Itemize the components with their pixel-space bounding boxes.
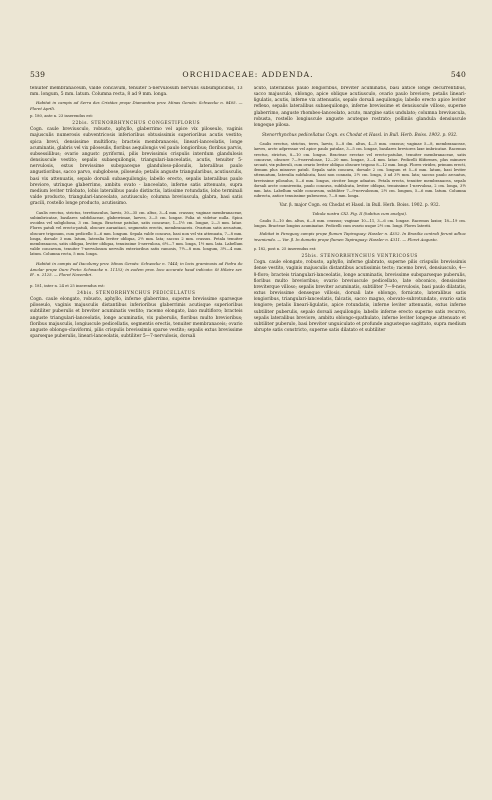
intro-text: tenuiter membranaceum, valde concavum, tenuiter 5-nervulosum nervulis subsimplicibus, 13 mm. longum, 5 mm. latum. Columna recta, 8 ad 9 mm. longa. xyxy=(30,86,243,98)
species-diagnosis: Cogn. caule elongato, robusto, aphyllo, inferne glaberrimo, superne brevissime sparseque piloseulo, vaginis majusculis distantibus inferioribus glaberrimis acutisque superioribus subtiliter puberulis et breviter acuminatis vestito; racemo elongato, laxo multifloro; bracteis anguste triangulari-lanceolatis, longe acuminatis, vix puberulis, floribus multo brevioribus; floribus majusculis, longiuscule pedicellatis, segmentis erectis, tenuiter membranaceis; ovario anguste oblongo-claviformi, pilis crispulis brevissimis sparse vestito; sepalis extus brevissime sparseque puberulis, lineari-lanceolatis, subtiliter 5—7-nervulosis, dorsali xyxy=(30,297,243,340)
page-number-left: 539 xyxy=(30,70,46,79)
species-heading: 24bis. STENORRHYNCHUS PEDICELLATUS xyxy=(76,291,196,297)
running-title: ORCHIDACEAE: ADDENDA. xyxy=(182,70,314,79)
text-columns xyxy=(30,86,466,768)
plate-reference: Tabula nostra CXI. Fig. II (habitus cum analysi). xyxy=(312,210,408,216)
left-column xyxy=(30,86,243,768)
reference-line: p. 182, post n. 25 inserendus est: xyxy=(253,247,317,252)
reference-line: p. 180, ante n. 23 inserendus est: xyxy=(30,114,94,119)
running-header xyxy=(30,70,466,82)
page-number-right: 540 xyxy=(450,70,466,79)
species-description: Caulis erectus, strictus, teretiusculus, laevis, 30—35 cm. altus, 3—4 mm. crassus; vaginae membranaceae, subimbricatae, basilares subfoliaceae, glaberrimae, laeves, 3—5 cm. longae. Folia ut videtur nulla. Spica ovoidea vel subglobosa, 3 cm. longa. Bracteae patulae, satis concavae, 1—1½ cm. longae, 2—3 mm. latae. Flores patuli vel erecto-patuli, obscure aurantiaci, segmentis erectis, membranaceis. Ovarium satis arcuatum, obscure trigonum, cum pedicello 5—6 mm. longum. Sepala valde concava, basi non vel vix attenuata, 7—8 mm. longa, dorsale 3 mm. latum, lateralia leviter obliqua, 2½ mm. lata; saccus 2 mm. crassus. Petala tenuiter membranacea, satis obliqua, leviter obliqua, tenuissime 5-nervulosa, 6½—7 mm. longa, 1½ mm. lata. Labellum valde concavum, tenuiter 7-nervulosum nervulis exterioribus satis ramosis, 7½—8 mm. longum, 3½—4 mm. latum. Columna recta, 5 mm. longa. xyxy=(30,210,243,257)
reference-line: p. 181, inter n. 24 et 25 inserendus est: xyxy=(30,283,105,288)
intro-habitat: Habitat in campis ad Serra des Cristães prope Diamantina prov. Minas Geraës: Schwacke n. 8405. — Floret Aprili. xyxy=(30,100,243,111)
right-column xyxy=(254,86,467,768)
species-description: Caulis erectus, strictus, teres, laevis, 5—8 dm. altus, 4—5 mm. crassus; vaginae 5—8, membranaceae, laeves, arcte adpressae vel apice paulo patulae, 3—5 cm. longae, basilares breviores laxe imbricatae. Racemus erectus, strictus, 8—10 cm. longus. Bracteae erectae vel erecto-patulae, tenuiter membranaceae, satis concavae, obscure 7—9-nervulosae, 12—20 mm. longae, 3—4 mm. latae. Pedicelli filiformes, plus minusve arcuati, vix puberuli, cum ovario leviter obliquo obscure trigono 8—12 mm. longi. Flores virides, primum erecti, demum plus minusve patuli. Sepala satis concava, dorsale 2 cm. longum et 5—6 mm. latum, basi leviter attenuatum, lateralia subfalcata, basi non connata, 2½ cm. longa, 3 ad 3½ mm. lata; saccus paulo arcuatus, brevissime pilosulus, 5—6 mm. longus, circiter longe adnatus. Petala erecta, tenuiter membranacea, sepalo dorsali arcte conniventia, paulo concava, subfalcata, leviter obliqua, tenuissime 1-nervulosa, 2 cm. longa, 3½ mm. lata. Labellum valde concavum, subtiliter 7—9-nervulosum, 2½ cm. longum, 5—6 mm. latum. Columna subrecta, antice tenuissime pubescens, 7—8 mm. longa. xyxy=(253,142,466,199)
synonym-citation: Stenorrhynchus pedicellatus Cogn. ex Chodat et Hassl. in Bull. Herb. Boiss. 1903. p. 932. xyxy=(261,132,458,138)
variety-citation: Var. β. major Cogn. ex Chodat et Hassl. in Bull. Herb. Boiss. 1902. p. 932. xyxy=(279,202,440,208)
species-heading: 25bis. STENORRHYNCHUS VENTRICOSUS xyxy=(301,254,418,260)
species-habitat: Habitat in campis ad Itacolumy prov. Minas Geraës: Schwacke n. 7444; in locis graminosis ad Pedra do Amolar prope Ouro Preto: Schwacke n. 11153; in eodem prov. loco accurate haud indicato: St Hilaire ser. B¹. n. 2125. — Floret Novembri. xyxy=(30,261,243,277)
continuation-text: acuto, lateralibus paulo longioribus, breviter acuminatis, basi antice longe decurrentibus, sacco majusculo, oblongo, apice oblique acutiusculo, ovario paulo breviore; petalis lineari-ligulatis, acutis, inferne vix attenuatis, sepalo dorsali aequilongis; labello erecto apice leviter reflexo, sepalis lateralibus subaequilongo, inferne brevissime et densiuscule villoso, superne glaberrimo, anguste rhombeo-lanceolato, acuto, margine satis undulato; columna breviuscula, robusta, rostello longiuscule anguste acuteque rostrato; polliniis glandula densiuscule longeque pilosa. xyxy=(253,86,466,128)
species-diagnosis: Cogn. caule breviusculo, robusto, aphyllo, glaberrimo vel apice vix piloseulo, vaginis majusculis numerosis subventricosis inferioribus obtusissimis superioribus acutis vestito; spica brevi, densissime multiflora; bracteis membranaceis, lineari-lanceolatis, longe acuminatis, glabris vel vix piloseulis, floribus aequilongis vel paulo longioribus; floribus parvis, subsessilibus; ovario angustc pyriformi, pilis brevissimis crispulis interdum glandulosis densiuscule vestito; sepalis subaequilongis, triangulari-lanceolatis, acutis, tenuiter 5-nervulosis, extus brevissime subopaceque glanduloso-pilosulis, lateralibus paulo angustioribus, sacco parvo, subglobose, piloseulo; petalis anguste triangularibus, acutiusculis, basi vix attenuatis, sepalo dorsali subaequilongis; labello erecto, sepalis lateralibus paulo breviore, utrinque glaberrimo, ambitu ovato - lanceolato, inferne satis attenuato, supra medium leviter trilobato, lobis lateralibus paulo distinctis, latissime rotundatis, lobo terminali valde producto, triangulari-lanceolato, acutiusculo; columna breviuscula, glabra, basi satis gracili, rostello longe producto, acutissimo. xyxy=(30,127,243,207)
species-diagnosis: Cogn. caule elongato, robusto, aphyllo, inferne glabrato, superne pilis crispulis brevissimis dense vestito, vaginis majusculis distantibus acutissimis tecto; racemo brevi, densiusculo, 4—8-floro; bracteis triangulari-lanceolatis, longe acuminatis, brevissime subsparseque puberulis, floribus multo brevioribus; ovario breviuscule pedicellato, late obconico, densissime breviterque villoso; sepalis breviter acuminatis, subtiliter 7—9-nervulosis, basi paulo dilatatis, extus brevissime denseque villosis, dorsali late oblongo, fornicato, lateralibus satis longioribus, triangulari-lanceolatis, falcatis, sacco magno, obovato-subrotundato, ovario satis longiore; petalis lineari-ligulatis, apice rotundatis, inferne leviter attenuatis, extus inferne subtiliter puberulis, sepalo dorsali aequilongis; labello inferne erecto superne satis recurvo, sepalis lateralibus breviore, ambitu oblongo-spathulato, inferne leviter longeque attenuato et subtiliter puberulo, basi breviter unguiculato et profunde angusteque sagittato, supra medium abrupte satis constricto, superne satis dilatato et subtiliter xyxy=(253,260,466,333)
species-heading: 22bis. STENORRHYNCHUS CONGESTIFLORUS xyxy=(72,121,201,127)
variety-description: Caulis 5—10 dm. altus, 6—8 mm. crassus; vaginae 10—11, 3—6 cm. longae. Racemus laxior, 18—19 cm. longus. Bracteae longius acuminatae. Pedicelli cum ovario usque 2½ cm. longi. Flores lateriti. xyxy=(253,218,466,229)
variety-habitat: Habitat in Paraguay campis prope flumen Tapiraguay: Hassler n. 4352. In Brasilia centrali ferunt adhuc inveniendo. — Var. β. In dumetis prope flumen Tapiraguay: Hassler n. 4311. — Floret Augusto. xyxy=(253,231,466,242)
